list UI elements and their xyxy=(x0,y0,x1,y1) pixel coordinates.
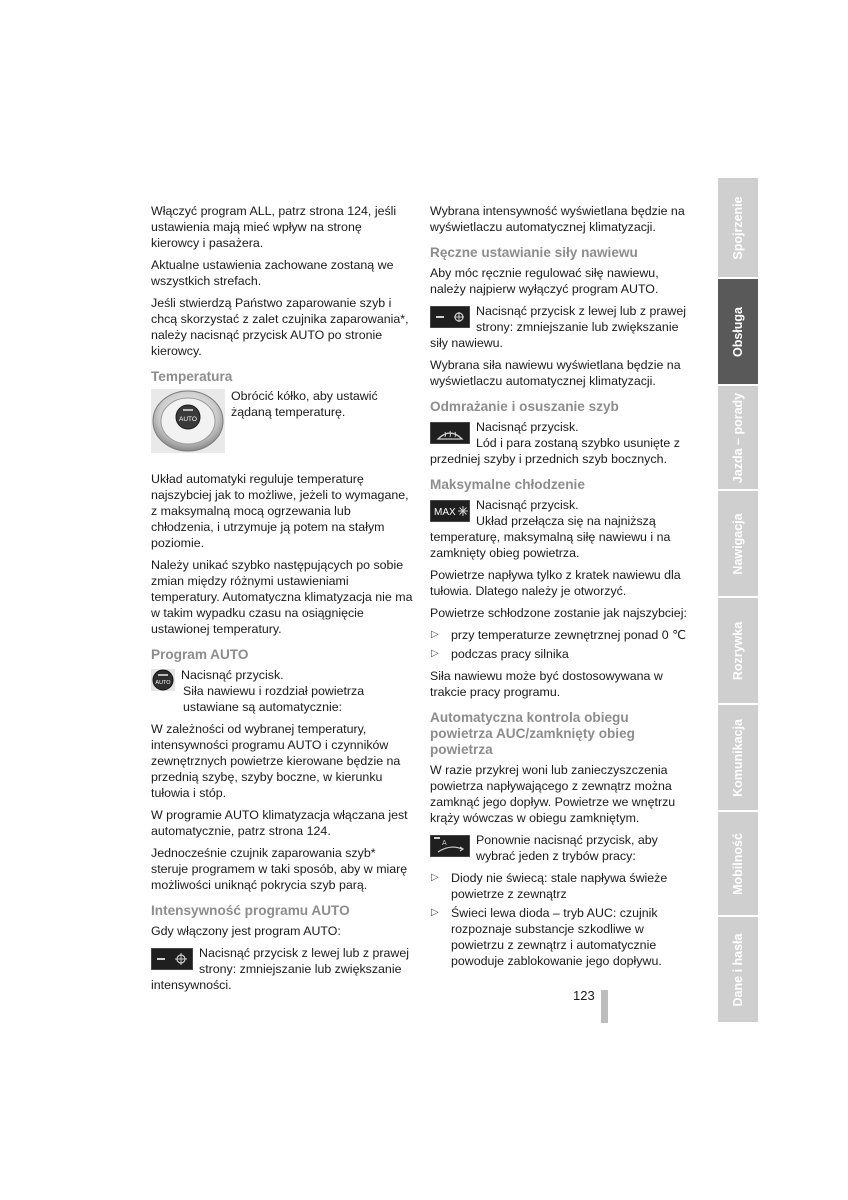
max-cooling-instruction xyxy=(430,497,690,561)
paragraph: W razie przykrej woni lub zanieczyszczenia powietrza napływającego z zewnątrz można zamknąć jego dopływ. Powietrze we wnętrzu krąży wówczas w obiegu zamkniętym. xyxy=(430,763,676,825)
chapter-tabs xyxy=(718,178,758,1024)
page-number: 123 xyxy=(573,988,595,1003)
bullet-list xyxy=(430,627,690,662)
tab-nawigacja[interactable]: Nawigacja xyxy=(718,491,758,598)
max-button-label: MAX xyxy=(434,507,456,518)
list-item: ▷ przy temperaturze zewnętrznej ponad 0 ℃ xyxy=(431,628,686,642)
tab-obsluga[interactable]: Obsługa xyxy=(718,279,758,386)
heading-auc: Automatyczna kontrola obiegu powietrza AUC/zamknięty obieg powietrza xyxy=(430,710,635,757)
paragraph: Układ automatyki reguluje temperaturę najszybciej jak to możliwe, jeżeli to wymagane, z maksymalną mocą ogrzewania lub chłodzenia, i utrzymuje ją potem na stałym poziomie. xyxy=(151,472,409,550)
heading-odmrazanie: Odmrażanie i osuszanie szyb xyxy=(430,399,619,414)
heading-reczne: Ręczne ustawianie siły nawiewu xyxy=(430,245,638,260)
auc-instruction xyxy=(430,832,690,864)
paragraph: Wybrana siła nawiewu wyświetlana będzie na wyświetlaczu automatycznej klimatyzacji. xyxy=(430,358,681,388)
recirculation-button-icon xyxy=(430,835,470,861)
heading-intensywnosc: Intensywność programu AUTO xyxy=(151,903,350,918)
paragraph: Nacisnąć przycisk. xyxy=(476,420,579,434)
paragraph: Lód i para zostaną szybko usunięte z przedniej szyby i przednich szyb bocznych. xyxy=(430,436,680,466)
max-button-icon xyxy=(430,500,470,526)
paragraph: Siła nawiewu i rozdział powietrza ustawiane są automatycznie: xyxy=(183,684,365,714)
intensity-instruction xyxy=(151,945,413,993)
paragraph: Nacisnąć przycisk. xyxy=(476,498,579,512)
paragraph: Aktualne ustawienia zachowane zostaną we wszystkich strefach. xyxy=(151,258,394,288)
paragraph: Powietrze napływa tylko z kratek nawiewu dla tułowia. Dlatego należy je otworzyć. xyxy=(430,568,681,598)
heading-temperatura: Temperatura xyxy=(151,369,233,384)
left-column xyxy=(151,203,413,999)
paragraph: Układ przełącza się na najniższą temperaturę, maksymalną siłę nawiewu i na zamknięty obieg powietrza. xyxy=(430,514,671,560)
tab-komunikacja[interactable]: Komunikacja xyxy=(718,705,758,812)
intensity-button-icon xyxy=(151,948,193,974)
heading-program-auto: Program AUTO xyxy=(151,647,249,662)
page-marker-bar xyxy=(601,990,608,1023)
right-column xyxy=(430,203,690,975)
paragraph: Siła nawiewu może być dostosowywana w trakcie pracy programu. xyxy=(430,669,663,699)
list-item: ▷ Świeci lewa dioda – tryb AUC: czujnik rozpoznaje substancje szkodliwe w powietrzu z zewnątrz i automatycznie powoduje zablokowanie jego dopływu. xyxy=(431,906,662,968)
knob-auto-label: AUTO xyxy=(179,416,197,423)
auc-button-label: A xyxy=(442,840,447,847)
list-item: ▷ podczas pracy silnika xyxy=(431,647,569,661)
paragraph: Jeśli stwierdzą Państwo zaparowanie szyb i chcą skorzystać z zalet czujnika zaparowania*, należy nacisnąć przycisk AUTO po stronie kierowcy. xyxy=(151,296,409,358)
paragraph: Nacisnąć przycisk z lewej lub z prawej strony: zmniejszanie lub zwiększanie siły nawiewu. xyxy=(430,304,687,350)
tab-dane-i-hasla[interactable]: Dane i hasła xyxy=(718,917,758,1024)
list-item: ▷ Diody nie świecą: stale napływa świeże powietrze z zewnątrz xyxy=(431,871,668,901)
auto-button-icon xyxy=(151,669,175,695)
paragraph: Wybrana intensywność wyświetlana będzie na wyświetlaczu automatycznej klimatyzacji. xyxy=(430,204,685,234)
auto-instruction xyxy=(151,667,413,715)
paragraph: Nacisnąć przycisk z lewej lub z prawej strony: zmniejszanie lub zwiększanie intensywności. xyxy=(151,946,410,992)
tab-jazda-porady[interactable]: Jazda – porady xyxy=(718,386,758,491)
triangle-bullet-icon: ▷ xyxy=(431,629,439,640)
tab-mobilnosc[interactable]: Mobilność xyxy=(718,812,758,917)
temperature-knob-icon xyxy=(151,389,225,457)
tab-spojrzenie[interactable]: Spojrzenie xyxy=(718,178,758,279)
paragraph: Ponownie nacisnąć przycisk, aby wybrać jeden z trybów pracy: xyxy=(476,833,658,863)
triangle-bullet-icon: ▷ xyxy=(431,872,439,883)
paragraph: Włączyć program ALL, patrz strona 124, jeśli ustawienia mają mieć wpływ na stronę kierowcy i pasażera. xyxy=(151,204,397,250)
paragraph: Powietrze schłodzone zostanie jak najszybciej: xyxy=(430,606,687,620)
paragraph: Należy unikać szybko następujących po sobie zmian między różnymi ustawieniami temperatury. Automatyczna klimatyzacja nie ma w takim wypadku czasu na osiągnięcie ustawionej temperatury. xyxy=(151,558,413,636)
heading-maksymalne: Maksymalne chłodzenie xyxy=(430,477,585,492)
paragraph: W zależności od wybranej temperatury, intensywności programu AUTO i czynników zewnętrznych powietrze kierowane będzie na przednią szybę, szyby boczne, w kierunku tułowia i stóp. xyxy=(151,722,401,800)
paragraph: Jednocześnie czujnik zaparowania szyb* steruje programem w taki sposób, aby w miarę możliwości uniknąć pokrycia szyb parą. xyxy=(151,846,408,892)
temperature-instruction xyxy=(151,388,413,457)
triangle-bullet-icon: ▷ xyxy=(431,648,439,659)
auto-button-label: AUTO xyxy=(155,680,171,686)
defrost-instruction xyxy=(430,419,690,467)
defrost-button-icon xyxy=(430,422,470,448)
paragraph: Gdy włączony jest program AUTO: xyxy=(151,924,341,938)
fan-instruction xyxy=(430,303,690,351)
paragraph: W programie AUTO klimatyzacja włączana jest automatycznie, patrz strona 124. xyxy=(151,808,408,838)
bullet-list xyxy=(430,870,690,969)
paragraph: Aby móc ręcznie regulować siłę nawiewu, należy najpierw wyłączyć program AUTO. xyxy=(430,266,659,296)
tab-rozrywka[interactable]: Rozrywka xyxy=(718,598,758,705)
fan-button-icon xyxy=(430,306,470,332)
triangle-bullet-icon: ▷ xyxy=(431,907,439,918)
paragraph: Obrócić kółko, aby ustawić żądaną temperaturę. xyxy=(231,389,378,419)
paragraph: Nacisnąć przycisk. xyxy=(181,668,284,682)
